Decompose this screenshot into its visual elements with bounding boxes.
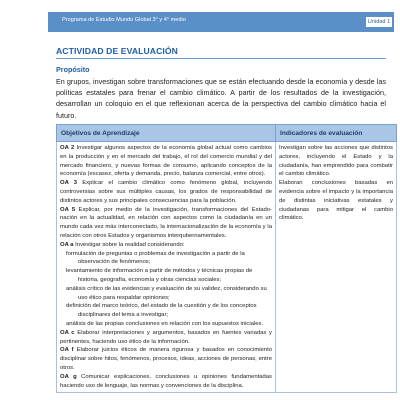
objective-item: OA c Elaborar interpretaciones y argumentos, basados en fuentes variadas y pertinentes, haciendo uso ético de la información. bbox=[60, 329, 272, 345]
objective-item: OA a Investigar sobre la realidad considerando: bbox=[60, 241, 185, 248]
objective-item: OA 3 Explicar el cambio climático como fenómeno global, incluyendo controversias sobre sus múltiples causas, los grados de responsabilidad de distintos actores y sus principales consecuencias para la población. bbox=[60, 180, 273, 204]
objective-item: OA g Comunicar explicaciones, conclusiones u opiniones fundamentadas haciendo uso de lenguaje, las normas y convenciones de la disciplina. bbox=[60, 373, 273, 389]
objective-item: OA 5 Explicar, por medio de la investigación, transformaciones del Estado-nación en la actualidad, en relación con aspectos como la ciudadanía en un mundo cada vez más interconectado, la internacionalización de la economía y la relación con otros Estados y organismos interqubernamentales. bbox=[60, 206, 273, 239]
objective-subitem: análisis crítico de las evidencias y evaluación de su validez, considerando su uso ético para respaldar opiniones; bbox=[66, 285, 267, 301]
indicator-item: Investigan sobre las acciones que distintos actores, incluyendo el Estado y la ciudadanía, han emprendido para combatir el cambio climático. bbox=[279, 145, 393, 178]
objective-subitem: análisis de las propias conclusiones en relación con los supuestos iniciales. bbox=[66, 320, 264, 327]
activity-title: ACTIVIDAD DE EVALUACIÓN bbox=[56, 46, 178, 56]
purpose-text: En grupos, investigan sobre transformaciones que se están efectuando desde la economía y desde las políticas estatales para frenar el cambio climático. A partir de los resultados de la investigación, desarrollan un coloquio en el que reflexionan acerca de la perspectiva del cambio climático hacia el futuro. bbox=[56, 77, 386, 120]
program-title: Programa de Estudio Mundo Global 3° y 4° medio bbox=[62, 17, 186, 23]
evaluation-table bbox=[56, 124, 397, 393]
col-header-objectives: Objetivos de Aprendizaje bbox=[57, 125, 276, 142]
objective-subitem: formulación de preguntas o problemas de investigación a partir de la observación de fenómenos; bbox=[66, 250, 245, 266]
unit-label: Unidad 1 bbox=[367, 19, 391, 25]
objective-item: OA f Elaborar juicios éticos de manera rigurosa y basados en conocimiento disciplinar sobre hitos, fenómenos, procesos, ideas, acciones de personas, entre otros. bbox=[60, 347, 272, 371]
page-header bbox=[0, 0, 400, 40]
indicators-cell bbox=[276, 142, 397, 393]
col-header-indicators: Indicadores de evaluación bbox=[276, 125, 397, 142]
objectives-cell bbox=[57, 142, 276, 393]
table-row bbox=[57, 142, 397, 393]
objective-item: OA 2 Investigar algunos aspectos de la economía global actual como cambios en la producción y en el mercado del trabajo, el rol del comercio mundial y del mercado financiero, y nuevas formas de consumo, aplicando conceptos de la economía (escasez, oferta y demanda, precio, balanza comercial, entre otros). bbox=[60, 145, 272, 178]
purpose-heading: Propósito bbox=[56, 65, 90, 74]
objective-subitem: definición del marco teórico, del estado de la cuestión y de los conceptos disciplinares del tema a investigar; bbox=[66, 303, 257, 319]
header-band bbox=[48, 12, 394, 32]
indicator-item: Elaboran conclusiones basadas en evidencia sobre el impacto y la importancia de distintas iniciativas estatales y ciudadanas para mitigar el cambio climático. bbox=[279, 180, 393, 222]
objective-subitem: levantamiento de información a partir de métodos y técnicas propias de historia, geografía, economía y otras ciencias sociales; bbox=[66, 268, 253, 283]
title-divider bbox=[56, 58, 386, 59]
